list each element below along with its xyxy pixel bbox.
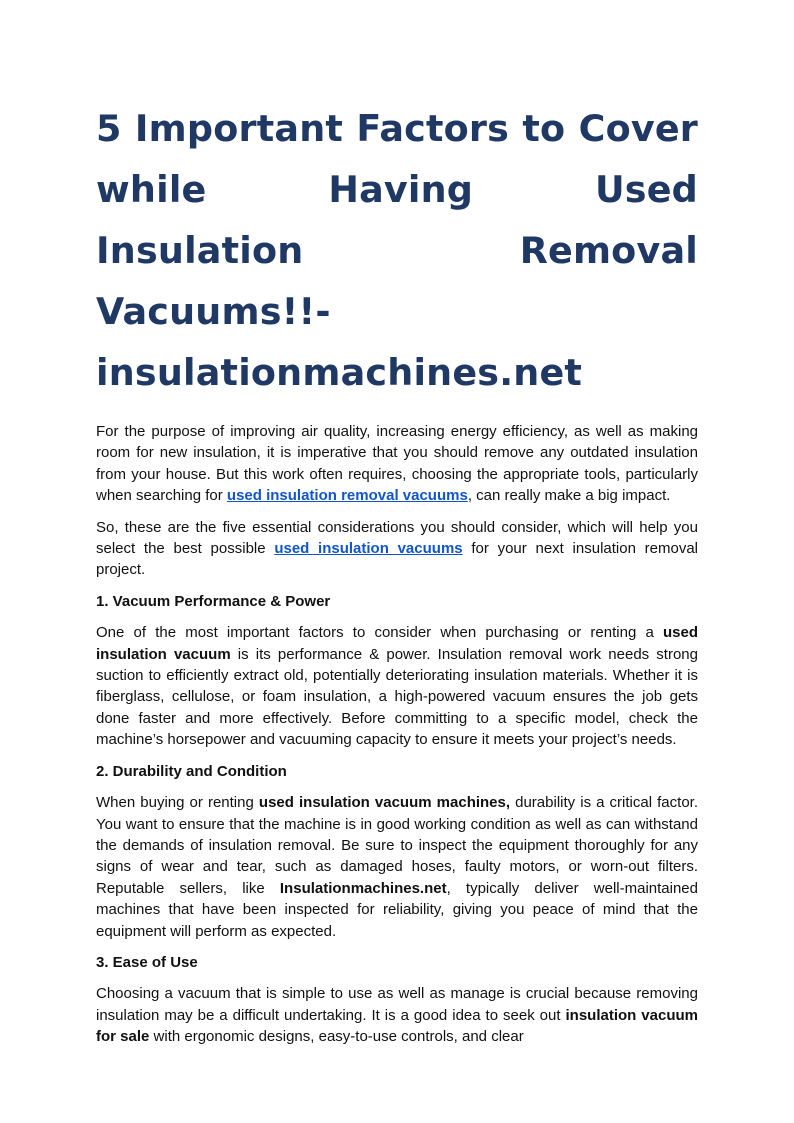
section-1-text-after: is its performance & power. Insulation removal work needs strong suction to efficiently extract old, potentially deteriorating insulation materials. Whether it is fiberglass, cellulose, or foam insulation, a high-powered vacuum ensures the job gets done faster and more effectively. Before committing to a specific model, check the machine’s horsepower and vacuuming capacity to ensure it meets your project’s needs. — [96, 645, 698, 749]
section-2-bold-term: used insulation vacuum machines, — [258, 794, 511, 812]
section-3-text-after: with ergonomic designs, easy-to-use controls, and clear — [149, 1028, 524, 1046]
section-2-text-after: , typically deliver well-maintained machines that have been inspected for reliability, giving you peace of mind that the equipment will perform as expected. — [96, 879, 698, 940]
section-2-paragraph — [96, 792, 698, 942]
section-3-bold-term: insulation vacuum for sale — [96, 1006, 698, 1046]
section-1-text-before: One of the most important factors to consider when purchasing or renting a — [96, 624, 663, 642]
document-page — [96, 98, 698, 1058]
section-1-heading: 1. Vacuum Performance & Power — [96, 592, 331, 610]
section-3-heading: 3. Ease of Use — [96, 953, 198, 971]
used-insulation-vacuums-link[interactable]: used insulation vacuums — [274, 540, 463, 558]
section-2-text-middle: durability is a critical factor. You want to ensure that the machine is in good working condition as well as can withstand the demands of insulation removal. Be sure to inspect the equipment thoroughly for any signs of wear and tear, such as damaged hoses, faulty motors, or worn-out filters. Reputable sellers, like — [96, 794, 698, 897]
intro-p1-text-before: For the purpose of improving air quality, increasing energy efficiency, as well as making room for new insulation, it is imperative that you should remove any outdated insulation from your house. But this work often requires, choosing the appropriate tools, particularly when searching for — [96, 423, 698, 505]
intro-paragraph-2 — [96, 517, 698, 581]
section-2-heading: 2. Durability and Condition — [96, 762, 287, 780]
used-insulation-removal-vacuums-link[interactable]: used insulation removal vacuums — [226, 487, 468, 505]
section-3-paragraph — [96, 983, 698, 1047]
section-1-paragraph — [96, 622, 698, 750]
intro-p2-text-before: So, these are the five essential considerations you should consider, which will help you select the best possible — [96, 518, 698, 558]
section-3-text-before: Choosing a vacuum that is simple to use as well as manage is crucial because removing insulation may be a difficult undertaking. It is a good idea to seek out — [96, 985, 698, 1024]
intro-p2-text-after: for your next insulation removal project. — [96, 540, 699, 579]
intro-p1-text-after: , can really make a big impact. — [467, 487, 671, 505]
section-2-bold-site-name: Insulationmachines.net — [279, 879, 447, 897]
section-2-text-before: When buying or renting — [96, 794, 259, 812]
section-1-bold-term: used insulation vacuum — [96, 624, 698, 663]
page-title: 5 Important Factors to Cover while Having Used Insulation Removal Vacuums!!- insulationmachines.net — [96, 107, 698, 394]
intro-paragraph-1 — [96, 421, 698, 507]
